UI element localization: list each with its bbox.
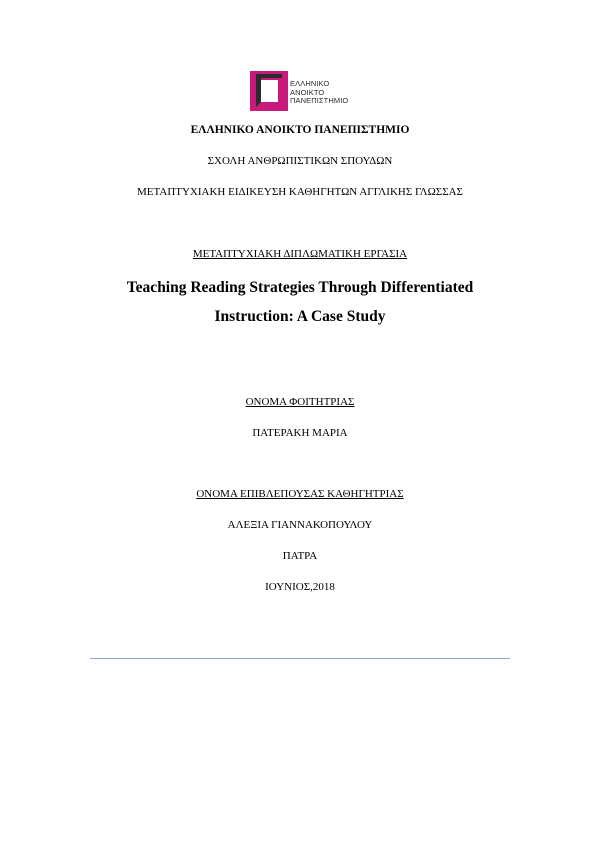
open-university-logo-icon	[250, 71, 288, 111]
logo-wordmark	[290, 80, 348, 106]
city: ΠΑΤΡΑ	[282, 550, 318, 562]
student-name: ΠΑΤΕΡΑΚΗ ΜΑΡΙΑ	[252, 427, 348, 439]
student-label: ΟΝΟΜΑ ΦΟΙΤΗΤΡΙΑΣ	[245, 396, 355, 408]
supervisor-name: ΑΛΕΞΙΑ ΓΙΑΝΝΑΚΟΠΟΥΛΟΥ	[227, 519, 373, 531]
university-name: ΕΛΛΗΝΙΚΟ ΑΝΟΙΚΤΟ ΠΑΝΕΠΙΣΤΗΜΙΟ	[190, 124, 410, 136]
thesis-title-line-2: Instruction: A Case Study	[214, 308, 386, 325]
program-name: ΜΕΤΑΠΤΥΧΙΑΚΗ ΕΙΔΙΚΕΥΣΗ ΚΑΘΗΓΗΤΩΝ ΑΓΓΛΙΚΗΣ ΓΛΩΣΣΑΣ	[137, 186, 463, 198]
logo-text-line-1: ΕΛΛΗΝΙΚΟ	[290, 79, 330, 88]
supervisor-label: ΟΝΟΜΑ ΕΠΙΒΛΕΠΟΥΣΑΣ ΚΑΘΗΓΗΤΡΙΑΣ	[196, 488, 404, 500]
thesis-title-line-1: Teaching Reading Strategies Through Differentiated	[126, 279, 474, 296]
logo-text-line-3: ΠΑΝΕΠΙΣΤΗΜΙΟ	[290, 96, 349, 105]
date: ΙΟΥΝΙΟΣ,2018	[265, 581, 335, 593]
school-name: ΣΧΟΛΗ ΑΝΘΡΩΠΙΣΤΙΚΩΝ ΣΠΟΥΔΩΝ	[207, 155, 393, 167]
footer-divider	[90, 658, 510, 659]
university-logo	[250, 71, 354, 111]
thesis-type: ΜΕΤΑΠΤΥΧΙΑΚΗ ΔΙΠΛΩΜΑΤΙΚΗ ΕΡΓΑΣΙΑ	[192, 248, 408, 260]
logo-text-line-2: ΑΝΟΙΚΤΟ	[290, 87, 325, 97]
